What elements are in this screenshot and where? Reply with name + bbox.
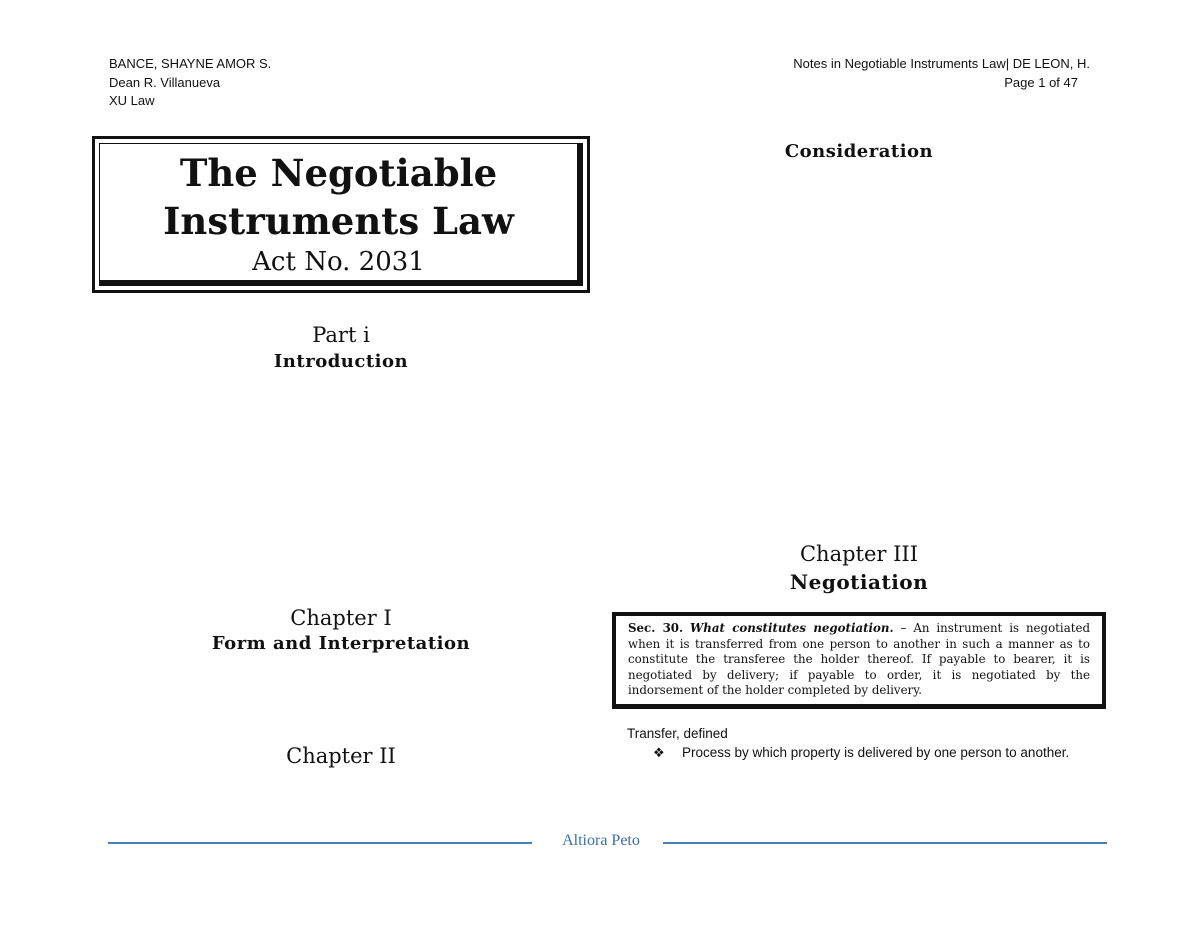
footer-motto: Altiora Peto [562, 832, 640, 849]
school-name: XU Law [109, 93, 155, 108]
chapter-2-label: Chapter II [286, 744, 396, 768]
section-30-box [612, 612, 1106, 709]
notes-heading: Transfer, defined [627, 726, 728, 741]
part-label: Part i [312, 323, 370, 347]
bullet-text: Process by which property is delivered by one person to another. [682, 745, 1070, 760]
footer-rule-right [663, 842, 1107, 844]
title-box [92, 136, 590, 293]
part-title: Introduction [273, 351, 409, 372]
chapter-1-title: Form and Interpretation [211, 633, 471, 654]
author-name: BANCE, SHAYNE AMOR S. [109, 56, 272, 71]
title-box-inner [99, 143, 583, 286]
transfer-notes [627, 724, 1091, 762]
instructor-name: Dean R. Villanueva [109, 74, 221, 90]
chapter-1-label: Chapter I [290, 606, 392, 630]
consideration-heading: Consideration [784, 141, 934, 162]
header-left [109, 55, 271, 111]
chapter-3-label: Chapter III [799, 542, 919, 566]
section-body: – An instrument is negotiated when it is transferred from one person to another in such a manner as to constitute the transferee the holder thereof. If payable to bearer, it is negotiated by delivery; if payable to order, it is negotiated by the indorsement of the holder completed by delivery. [628, 621, 1091, 697]
list-item [653, 743, 1091, 762]
document-title-line-2: Instruments Law [163, 199, 514, 243]
diamond-bullet-icon: ❖ [653, 745, 665, 760]
header-right [793, 55, 1090, 92]
act-number: Act No. 2031 [252, 247, 425, 277]
document-title-line-1: The Negotiable [179, 151, 498, 195]
section-number: Sec. 30. [628, 621, 684, 635]
chapter-3-title: Negotiation [789, 570, 929, 594]
section-heading: What constitutes negotiation. [690, 621, 894, 635]
notes-title: Notes in Negotiable Instruments Law| DE LEON, H. [793, 56, 1090, 71]
footer-rule-left [108, 842, 532, 844]
page-number: Page 1 of 47 [1004, 74, 1078, 90]
